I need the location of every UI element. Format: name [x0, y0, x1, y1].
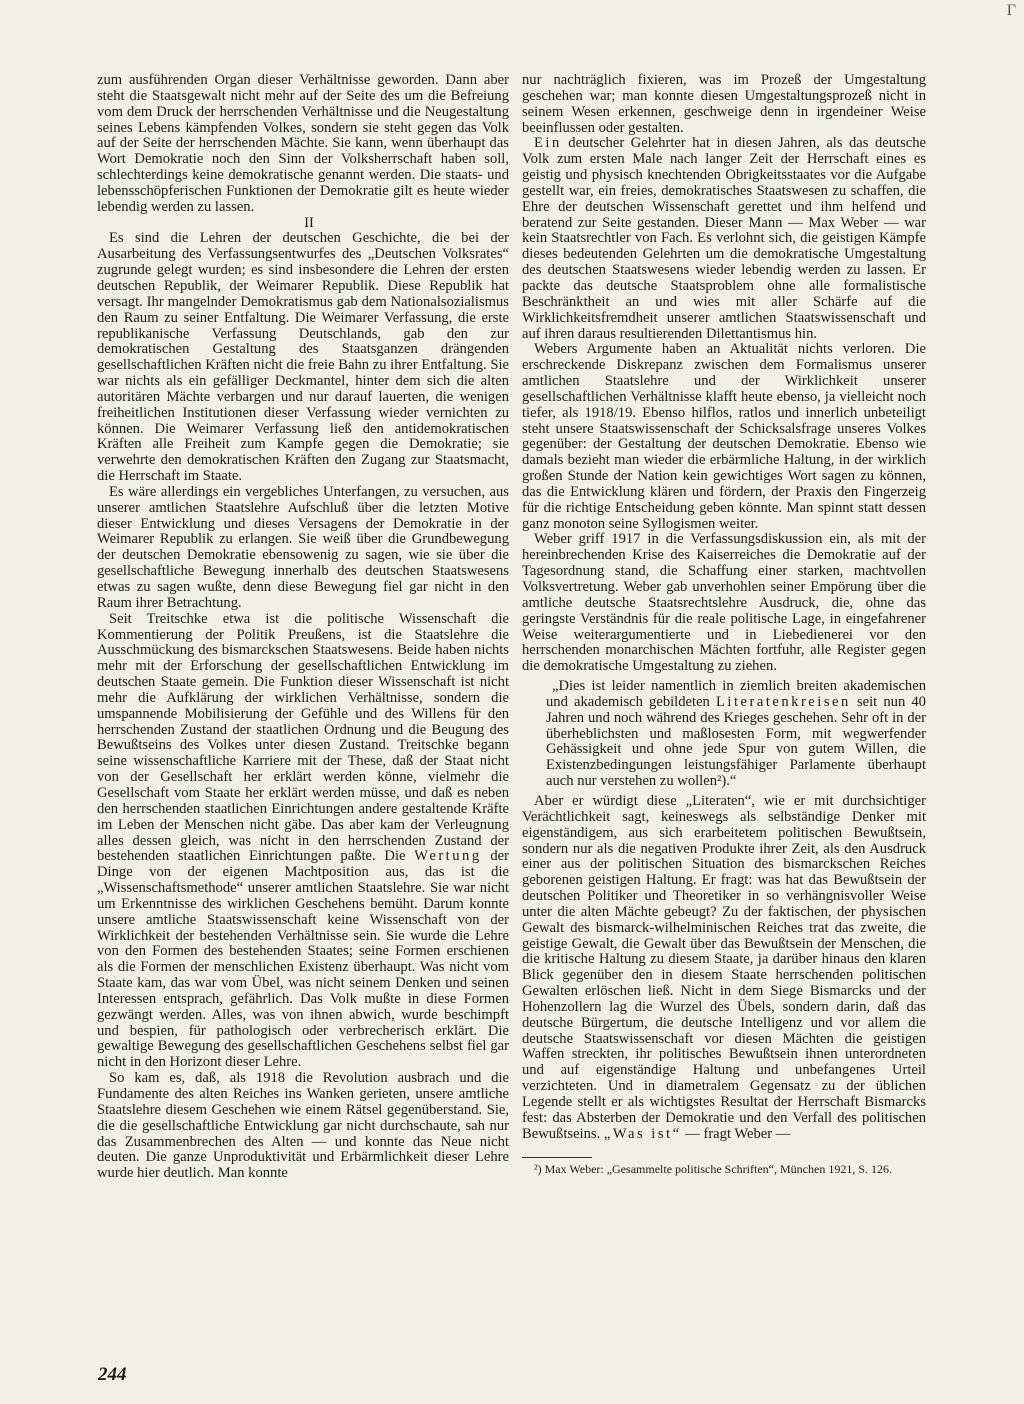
quote-part: seit nun 40 Jahren und noch während des Krieges geschehen. Sehr oft in der überheblichsten und maßlosesten Form, mit wegwerfender Gehässigkeit und ohne jede Spur von gutem Willen, die Existenzbedingungen leistungsfähiger Parlamente überhaupt auch nur verstehen zu wollen²).“: [546, 693, 926, 790]
paragraph: Weber griff 1917 in die Verfassungsdiskussion ein, als mit der hereinbrechenden Krise des Kaiserreiches die Demokratie auf der Tagesordnung stand, die Schaffung einer starken, machtvollen Volksvertretung. Weber gab unverhohlen seiner Empörung über die amtliche deutsche Staatsrechtslehre Ausdruck, die, ohne das geringste Verständnis für die reale politische Lage, in eingefahrener Weise weiterargumentierte und in Liebedienerei vor den herrschenden monarchischen Mächten fortfuhr, alle Register gegen die demokratische Umgestaltung zu ziehen.: [522, 531, 926, 675]
paragraph: So kam es, daß, als 1918 die Revolution ausbrach und die Fundamente des alten Reiches ins Wanken gerieten, unsere amtliche Staatslehre diesem Geschehen wie einem Rätsel gegenüberstand. Sie, die die gesellschaftliche Entwicklung gar nicht durchschaute, sah nur das Zusammenbrechen des Alten — und konnte das Neue nicht deuten. Die ganze Unproduktivität und Erbärmlichkeit dieser Lehre wurde hier deutlich. Man konnte: [97, 1070, 509, 1182]
section-number: II: [304, 214, 314, 231]
emphasized-word: „Was ist“: [603, 1125, 682, 1142]
emphasized-word: Literatenkreisen: [715, 693, 851, 710]
footnote-divider: [522, 1157, 592, 1158]
paragraph: [522, 136, 926, 342]
paragraph-text: — fragt Weber —: [685, 1125, 791, 1142]
paragraph-text: Seit Treitschke etwa ist die politische Wissenschaft die Kommentierung der Politik Preußens, ist die Staatslehre die Ausschmückung des bismarckschen Staatswesens. Beide haben nichts mehr mit der Erforschung der gesellschaftlichen Entwicklung im deutschen Staate gemein. Die Funktion dieser Wissenschaft ist nicht mehr die Aufklärung der wirklichen Verhältnisse, sondern die umspannende Mobilisierung der Gefühle und des Willens für den herrschenden Zustand der staatlichen Ordnung und die Beugung des Bewußtseins des Volkes unter diesen Zustand. Treitschke begann seine wissenschaftliche Karriere mit der These, daß der Staat nicht von der Gesellschaft her erklärt werden könne, vielmehr die Gesellschaft vom Staate her erklärt werden müsse, und daß es neben den herrschenden staatlichen Einrichtungen andere gestaltende Kräfte im Leben der Menschen nicht gäbe. Das aber kam der Verleugnung alles dessen gleich, was nicht in den herrschenden Zustand der bestehenden staatlichen Einrichtungen paßte. Die: [97, 610, 509, 865]
paragraph: [97, 612, 509, 1071]
paragraph: [522, 794, 926, 1143]
paragraph-text: deutscher Gelehrter hat in diesen Jahren, als das deutsche Volk zum ersten Male nach langer Zeit der Herrschaft eines es geistig und physisch knechtenden Obrigkeitsstaates vor die Aufgabe gestellt war, ein freies, demokratisches Staatswesen zu schaffen, die Ehre der deutschen Wissenschaft gerettet und ihm helfend und beratend zur Seite gestanden. Dieser Mann — Max Weber — war kein Staatsrechtler von Fach. Es verlohnt sich, die geistigen Kämpfe dieses bedeutenden Gelehrten um die demokratische Umgestaltung des deutschen Staatswesens wieder lebendig werden zu lassen. Er packte das deutsche Staatsproblem ohne alle formalistische Beschränktheit an und wies mit aller Schärfe auf die Wirklichkeitsfremdheit unserer amtlichen Staatswissenschaft und auf ihren daraus resultierenden Dilettantismus hin.: [522, 135, 926, 342]
paragraph: nur nachträglich fixieren, was im Prozeß der Umgestaltung geschehen war; man konnte diesen Umgestaltungsprozeß nicht in seinem Wesen erkennen, geschweige denn in irgendeiner Weise beeinflussen oder gestalten.: [522, 72, 926, 136]
block-quote: [546, 679, 926, 790]
quote-text: [546, 679, 926, 790]
emphasized-word: Wertung: [414, 848, 482, 865]
page-number: 244: [98, 1364, 127, 1385]
paragraph: zum ausführenden Organ dieser Verhältnisse geworden. Dann aber steht die Staatsgewalt nicht mehr auf der Seite des um die Befreiung vom dem Druck der herrschenden Verhältnisse und die Neugestaltung seines Lebens kämpfenden Volkes, sondern sie steht gegen das Volk auf der Seite der herrschenden Mächte. Sie kann, wenn überhaupt das Wort Demokratie noch den Sinn der Volksherrschaft haben soll, schlechterdings keine demokratische genannt werden. Die staats- und lebensschöpferischen Funktionen der Demokratie gilt es heute wieder lebendig werden zu lassen.: [97, 72, 509, 215]
paragraph-text: der Dinge von der eigenen Machtposition aus, das ist die „Wissenschaftsmethode“ unserer amtlichen Staatslehre. Sie war nicht um Erkenntnisse des wirklichen Geschehens bemüht. Darum konnte unsere amtliche Staatswissenschaft keine Wissenschaft von der Wirklichkeit der bestehenden Verhältnisse sein. Sie wurde die Lehre von den Formen des bestehenden Staates; seine Formen erschienen als die Formen der menschlichen Existenz überhaupt. Was nicht vom Staate kam, das war vom Übel, was nicht seinem Denken und seinen Interessen entsprach, gefährlich. Das Volk mußte in diese Formen gezwängt werden. Alles, was von ihnen abwich, wurde beschimpft und bespien, für pathologisch oder verbrecherisch erklärt. Die gewaltige Bewegung des gesellschaftlichen Geschehens selbst fiel gar nicht in den Horizont dieser Lehre.: [97, 848, 510, 1071]
paragraph: Webers Argumente haben an Aktualität nichts verloren. Die erschreckende Diskrepanz zwischen dem Formalismus unserer amtlichen Staatslehre und der Wirklichkeit unserer gesellschaftlichen Verhältnisse klafft heute ebenso, ja vielleicht noch tiefer, als 1918/19. Ebenso hilflos, ratlos und innerlich unbeteiligt steht unsere Staatswissenschaft der Schicksalsfrage unseres Volkes gegenüber: der Gestaltung der deutschen Demokratie. Ebenso wie damals bezieht man wieder die erbärmliche Haltung, in der wirklich großen Stunde der Nation kein gewichtiges Wort sagen zu können, das die Entwicklung klären und fördern, der Praxis den Fingerzeig für die richtige Entscheidung geben könnte. Man spinnt statt dessen ganz monoton seine Syllogismen weiter.: [522, 341, 926, 532]
corner-mark: Γ: [1006, 2, 1016, 19]
footnote: ²) Max Weber: „Gesammelte politische Schriften“, München 1921, S. 126.: [534, 1161, 892, 1176]
right-column: [522, 73, 926, 1176]
paragraph: Es wäre allerdings ein vergebliches Unterfangen, zu versuchen, aus unserer amtlichen Staatslehre Aufschluß über die letzten Motive dieser Entwicklung und dieses Versagens der Demokratie in der Weimarer Republik zu erlangen. Sie weiß über die Grundbewegung der deutschen Demokratie ebensowenig zu sagen, wie sie über die gesellschaftliche Bewegung innerhalb des deutschen Staatswesens etwas zu sagen wußte, denn diese Bewegung fiel gar nicht in den Raum ihrer Betrachtung.: [97, 483, 509, 611]
quote-part: „Dies ist leider namentlich in ziemlich breiten akademischen und akademisch gebildeten: [546, 678, 926, 710]
left-column: [97, 73, 509, 1182]
paragraph-text: Aber er würdigt diese „Literaten“, wie er mit durchsichtiger Verächtlichkeit sagt, keineswegs als selbständige Denker mit eigenständigem, aus sich erarbeitetem politischen Bewußtsein, sondern nur als die negativen Produkte ihrer Zeit, als den Ausdruck einer aus der politischen Situation des bismarckschen Reiches geborenen geistigen Haltung. Er fragt: was hat das Bewußtsein der deutschen Politiker und Theoretiker in so verhängnisvoller Weise unter die alten Mächte gebeugt? Zu der faktischen, der physischen Gewalt des bismarck-wilhelminischen Reiches trat das zweite, die geistige Gewalt, die Gewalt über das Bewußtsein der Menschen, die die kritische Haltung zu diesem Staate, ja darüber hinaus den klaren Blick gegenüber den in diesem Staate herrschenden politischen Gewalten erlöschen ließ. Nicht in dem Siege Bismarcks und der Hohenzollern lag die Wurzel des Übels, sondern darin, daß das deutsche Bürgertum, die deutsche Intelligenz und vor allem die deutsche Staatswissenschaft vor diesen Mächten die geistigen Waffen streckten, ihr politisches Bewußtsein ihnen unterordneten und auf eigenständige Haltung und unbefangenes Urteil verzichteten. Und in diametralem Gegensatz zu der üblichen Legende stellt er als wichtigstes Resultat der Herrschaft Bismarcks fest: das Absterben der Demokratie und den Verfall des politischen Bewußtseins.: [522, 792, 926, 1142]
emphasized-word: Ein: [534, 135, 562, 152]
paragraph: Es sind die Lehren der deutschen Geschichte, die bei der Ausarbeitung des Verfassungsentwurfes des „Deutschen Volksrates“ zugrunde gelegt wurden; es sind insbesondere die Lehren der ersten deutschen Republik, der Weimarer Republik. Diese Republik hat versagt. Ihr mangelnder Demokratismus gab dem Nationalsozialismus den Raum zu seiner Entfaltung. Die Weimarer Verfassung, die erste republikanische Verfassung Deutschlands, gab den zur demokratischen Gestaltung des Staatsganzen drängenden gesellschaftlichen Kräften nicht die freie Bahn zu ihrer Entfaltung. Sie war nichts als ein gefälliger Deckmantel, hinter dem sich die alten autoritären Mächte verbargen und nur darauf lauerten, die wenigen freiheitlichen Institutionen dieser Verfassung wieder vernichten zu können. Die Weimarer Verfassung ließ den antidemokratischen Kräften alle Freiheit zum Kampfe gegen die Demokratie; sie verwehrte den demokratischen Kräften den Zugang zur Staatsmacht, die Herrschaft im Staate.: [97, 230, 509, 485]
